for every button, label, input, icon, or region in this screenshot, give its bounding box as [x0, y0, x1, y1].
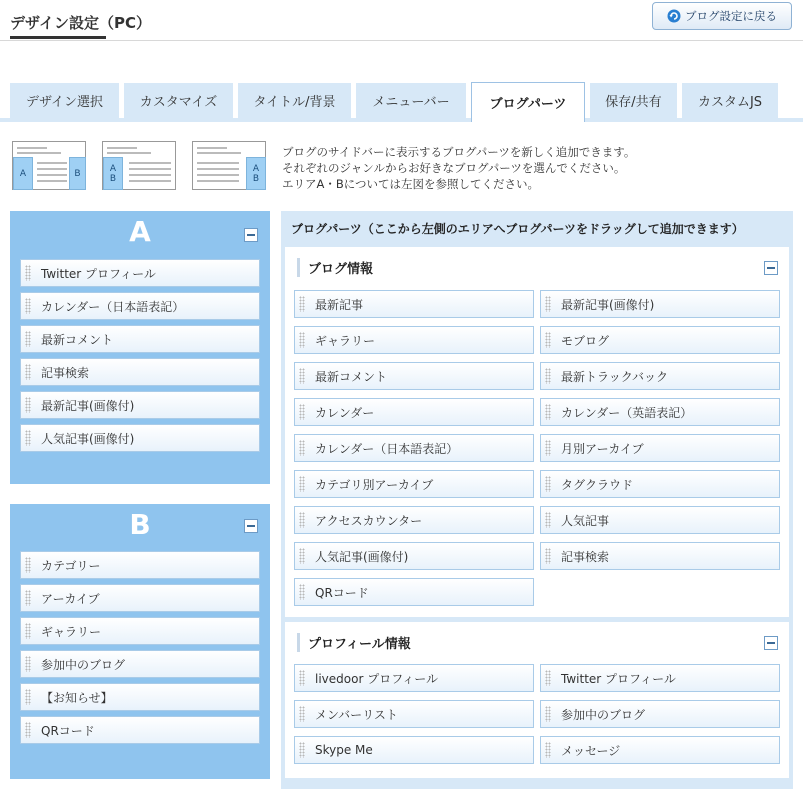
drag-handle-icon[interactable] — [545, 332, 551, 348]
title-underline — [10, 36, 106, 39]
drag-handle-icon[interactable] — [25, 557, 31, 573]
blog-part-item[interactable]: livedoor プロフィール — [294, 664, 534, 692]
blog-part-item[interactable]: ギャラリー — [294, 326, 534, 354]
drag-handle-icon[interactable] — [25, 331, 31, 347]
header-divider — [0, 40, 803, 41]
drag-handle-icon[interactable] — [25, 364, 31, 380]
drag-handle-icon[interactable] — [545, 512, 551, 528]
blog-part-item[interactable]: 最新トラックバック — [540, 362, 780, 390]
area-b-item[interactable]: QRコード — [20, 716, 260, 744]
drag-handle-icon[interactable] — [25, 590, 31, 606]
blog-part-item[interactable]: 月別アーカイブ — [540, 434, 780, 462]
tab-save-share[interactable]: 保存/共有 — [590, 83, 677, 118]
drag-handle-icon[interactable] — [545, 548, 551, 564]
tab-blog-parts[interactable]: ブログパーツ — [471, 82, 585, 122]
drag-handle-icon[interactable] — [299, 368, 305, 384]
tab-title-background[interactable]: タイトル/背景 — [238, 83, 351, 118]
back-to-blog-settings-button[interactable] — [652, 2, 792, 30]
section-profile-info — [285, 622, 789, 778]
description: ブログのサイドバーに表示するブログパーツを新しく追加できます。 それぞれのジャンルからお好きなブログパーツを選んでください。 エリアA・Bについては左図を参照してください。 — [282, 145, 636, 191]
drag-handle-icon[interactable] — [25, 265, 31, 281]
section-profile-info-collapse-button[interactable] — [764, 636, 778, 650]
blog-part-item[interactable]: カレンダー（英語表記） — [540, 398, 780, 426]
area-a-item[interactable]: 最新コメント — [20, 325, 260, 353]
page-title: デザイン設定（PC） — [10, 14, 151, 32]
drag-handle-icon[interactable] — [299, 670, 305, 686]
tab-design-select[interactable]: デザイン選択 — [10, 83, 119, 118]
blog-part-item[interactable]: カテゴリ別アーカイブ — [294, 470, 534, 498]
area-a-item[interactable]: 最新記事(画像付) — [20, 391, 260, 419]
layout-thumb-ab-left: A B — [102, 141, 176, 190]
drag-handle-icon[interactable] — [545, 296, 551, 312]
drag-handle-icon[interactable] — [299, 512, 305, 528]
drag-handle-icon[interactable] — [299, 706, 305, 722]
drag-handle-icon[interactable] — [545, 670, 551, 686]
drag-handle-icon[interactable] — [299, 476, 305, 492]
blog-part-item[interactable]: 記事検索 — [540, 542, 780, 570]
area-a-letter: A — [129, 215, 151, 248]
parts-panel-header: ブログパーツ（ここから左側のエリアへブログパーツをドラッグして追加できます） — [291, 222, 744, 236]
area-a-item[interactable]: カレンダー（日本語表記） — [20, 292, 260, 320]
area-b-item[interactable]: 参加中のブログ — [20, 650, 260, 678]
drag-handle-icon[interactable] — [25, 656, 31, 672]
drag-handle-icon[interactable] — [25, 722, 31, 738]
area-b-letter: B — [129, 508, 151, 541]
blog-part-item[interactable]: Skype Me — [294, 736, 534, 764]
area-b-item[interactable]: カテゴリー — [20, 551, 260, 579]
area-b-item[interactable]: ギャラリー — [20, 617, 260, 645]
blog-part-item[interactable]: 最新コメント — [294, 362, 534, 390]
blog-part-item[interactable]: 最新記事(画像付) — [540, 290, 780, 318]
blog-part-item[interactable]: タグクラウド — [540, 470, 780, 498]
section-blog-info-collapse-button[interactable] — [764, 261, 778, 275]
drag-handle-icon[interactable] — [299, 742, 305, 758]
drag-handle-icon[interactable] — [25, 689, 31, 705]
area-a-collapse-button[interactable] — [244, 228, 258, 242]
blog-part-item[interactable]: 人気記事(画像付) — [294, 542, 534, 570]
drag-handle-icon[interactable] — [545, 706, 551, 722]
drag-handle-icon[interactable] — [25, 623, 31, 639]
tab-bar — [10, 83, 795, 119]
layout-thumb-a-left: A B — [12, 141, 86, 190]
drag-handle-icon[interactable] — [299, 548, 305, 564]
section-title: プロフィール情報 — [297, 633, 411, 652]
area-a-item[interactable]: Twitter プロフィール — [20, 259, 260, 287]
area-a-panel[interactable] — [10, 211, 270, 484]
drag-handle-icon[interactable] — [545, 742, 551, 758]
drag-handle-icon[interactable] — [545, 368, 551, 384]
area-a-item[interactable]: 記事検索 — [20, 358, 260, 386]
blog-part-item[interactable]: メンバーリスト — [294, 700, 534, 728]
drag-handle-icon[interactable] — [25, 298, 31, 314]
section-blog-info — [285, 247, 789, 617]
area-b-item[interactable]: 【お知らせ】 — [20, 683, 260, 711]
tab-custom-js[interactable]: カスタムJS — [682, 83, 778, 118]
blog-part-item[interactable]: 最新記事 — [294, 290, 534, 318]
drag-handle-icon[interactable] — [299, 332, 305, 348]
back-arrow-icon — [667, 9, 681, 23]
drag-handle-icon[interactable] — [25, 397, 31, 413]
drag-handle-icon[interactable] — [25, 430, 31, 446]
section-title: ブログ情報 — [297, 258, 373, 277]
blog-part-item[interactable]: 人気記事 — [540, 506, 780, 534]
drag-handle-icon[interactable] — [545, 404, 551, 420]
tab-menubar[interactable]: メニューバー — [356, 83, 466, 118]
area-b-collapse-button[interactable] — [244, 519, 258, 533]
blog-part-item[interactable]: QRコード — [294, 578, 534, 606]
area-a-item[interactable]: 人気記事(画像付) — [20, 424, 260, 452]
back-button-label: ブログ設定に戻る — [685, 9, 777, 23]
drag-handle-icon[interactable] — [545, 476, 551, 492]
blog-part-item[interactable]: Twitter プロフィール — [540, 664, 780, 692]
blog-part-item[interactable]: 参加中のブログ — [540, 700, 780, 728]
area-b-panel[interactable] — [10, 504, 270, 779]
blog-part-item[interactable]: カレンダー（日本語表記） — [294, 434, 534, 462]
blog-part-item[interactable]: メッセージ — [540, 736, 780, 764]
tab-customize[interactable]: カスタマイズ — [124, 83, 233, 118]
area-b-item[interactable]: アーカイブ — [20, 584, 260, 612]
blog-parts-panel — [281, 211, 793, 789]
layout-thumb-ab-right: A B — [192, 141, 266, 190]
drag-handle-icon[interactable] — [299, 404, 305, 420]
drag-handle-icon[interactable] — [299, 296, 305, 312]
drag-handle-icon[interactable] — [545, 440, 551, 456]
blog-part-item[interactable]: アクセスカウンター — [294, 506, 534, 534]
blog-part-item[interactable]: カレンダー — [294, 398, 534, 426]
blog-part-item[interactable]: モブログ — [540, 326, 780, 354]
drag-handle-icon[interactable] — [299, 440, 305, 456]
drag-handle-icon[interactable] — [299, 584, 305, 600]
